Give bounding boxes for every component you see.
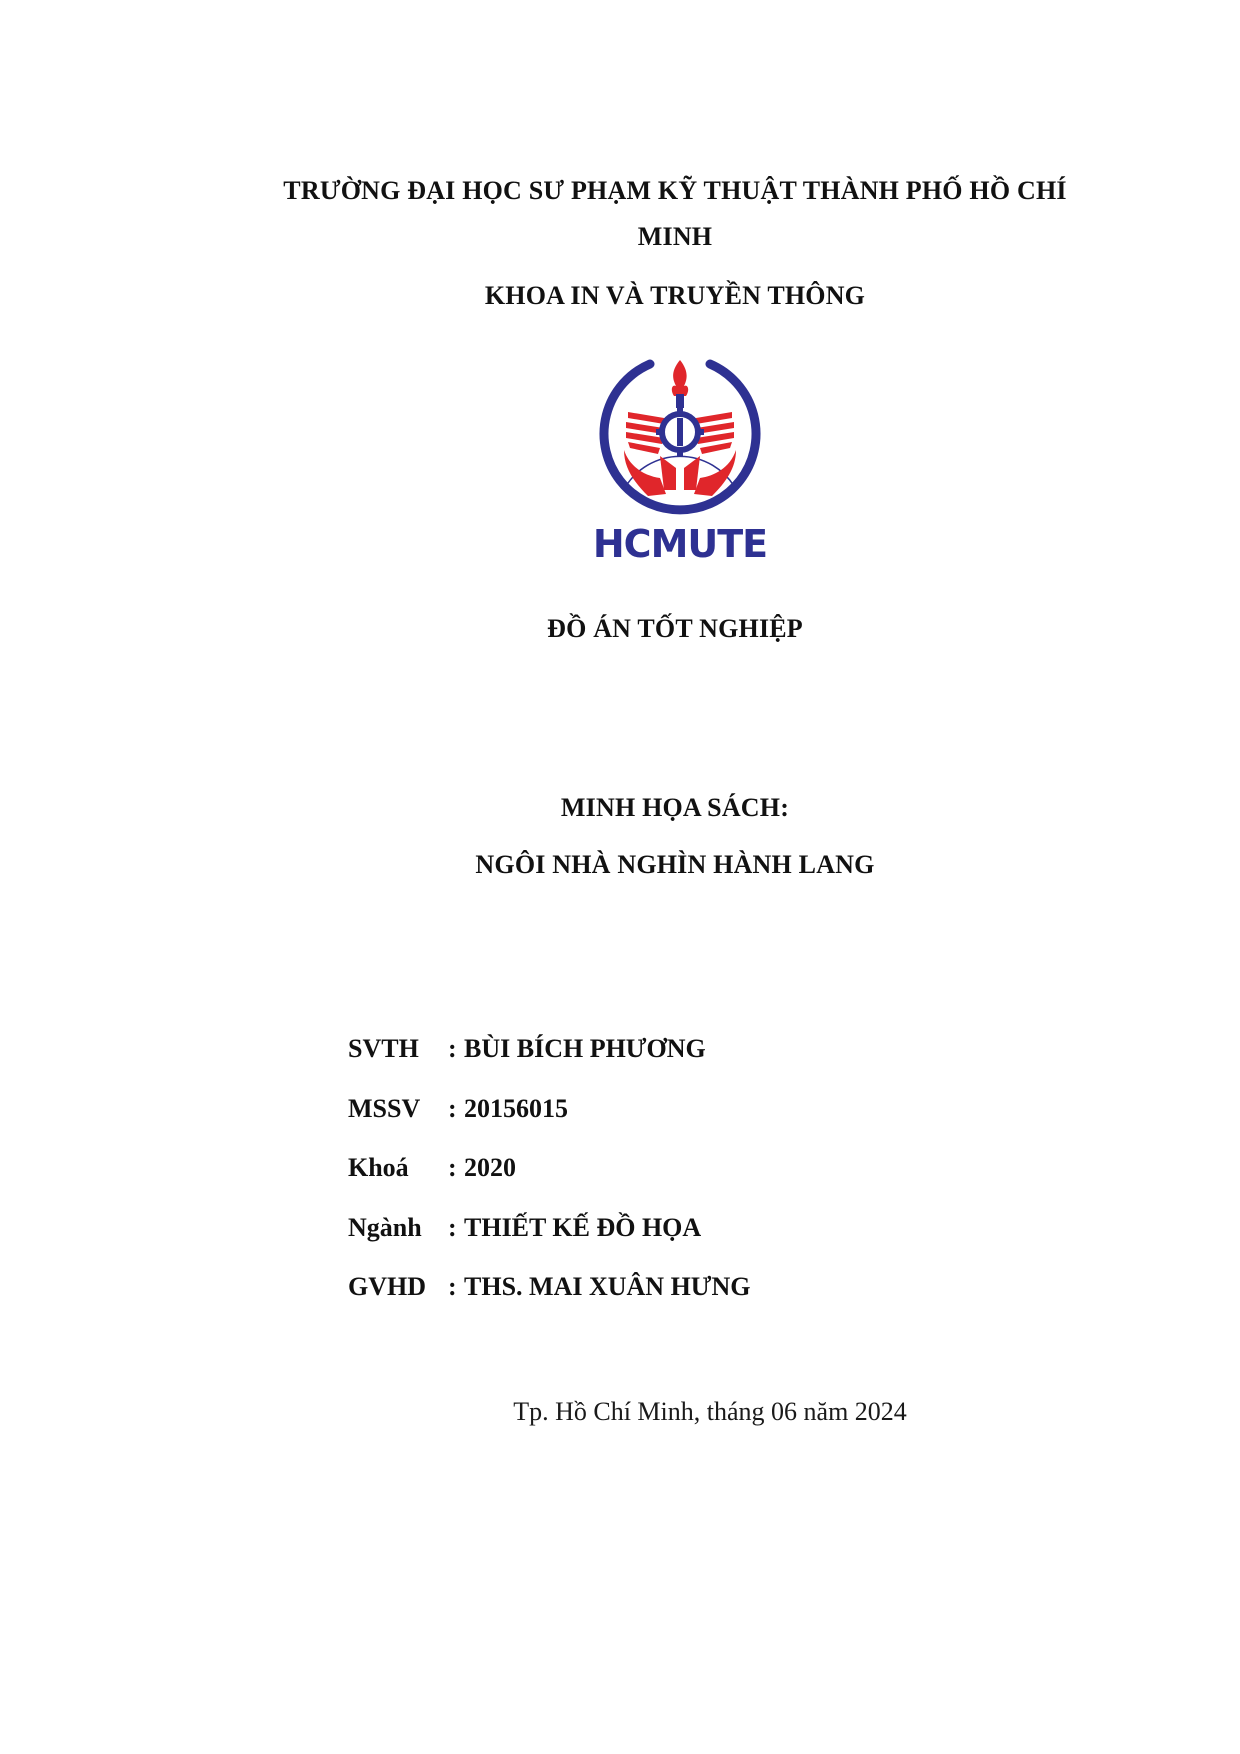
book-label: MINH HỌA SÁCH: [560, 793, 790, 822]
faculty-name: KHOA IN VÀ TRUYỀN THÔNG [484, 281, 866, 310]
place-and-date: Tp. Hồ Chí Minh, tháng 06 năm 2024 [513, 1397, 907, 1426]
info-row-gvhd [348, 1272, 750, 1332]
thesis-type: ĐỒ ÁN TỐT NGHIỆP [547, 614, 803, 643]
info-separator: : [448, 1153, 457, 1182]
info-key: SVTH [348, 1034, 419, 1063]
university-name-line1: TRƯỜNG ĐẠI HỌC SƯ PHẠM KỸ THUẬT THÀNH PHỐ HỒ CHÍ [283, 176, 1067, 205]
info-separator: : [448, 1034, 457, 1063]
university-name-line2: MINH [637, 222, 713, 251]
info-value: 2020 [464, 1153, 516, 1182]
info-separator: : [448, 1272, 457, 1301]
hcmute-logo [590, 350, 770, 570]
info-key: Ngành [348, 1212, 422, 1242]
info-row-nganh [348, 1213, 750, 1273]
info-key: MSSV [348, 1093, 421, 1123]
info-value: THIẾT KẾ ĐỒ HỌA [464, 1212, 702, 1242]
info-value: 20156015 [464, 1093, 568, 1123]
logo-wordmark: HCMUTE [592, 522, 768, 566]
info-row-khoa [348, 1153, 750, 1213]
info-value: THS. MAI XUÂN HƯNG [464, 1272, 751, 1301]
info-separator: : [448, 1093, 457, 1123]
info-separator: : [448, 1212, 457, 1242]
student-info [348, 1034, 750, 1332]
info-row-svth [348, 1034, 750, 1094]
info-key: Khoá [348, 1153, 409, 1182]
info-value: BÙI BÍCH PHƯƠNG [464, 1034, 706, 1063]
info-key: GVHD [348, 1272, 426, 1301]
book-title: NGÔI NHÀ NGHÌN HÀNH LANG [475, 850, 875, 879]
info-row-mssv [348, 1094, 750, 1154]
